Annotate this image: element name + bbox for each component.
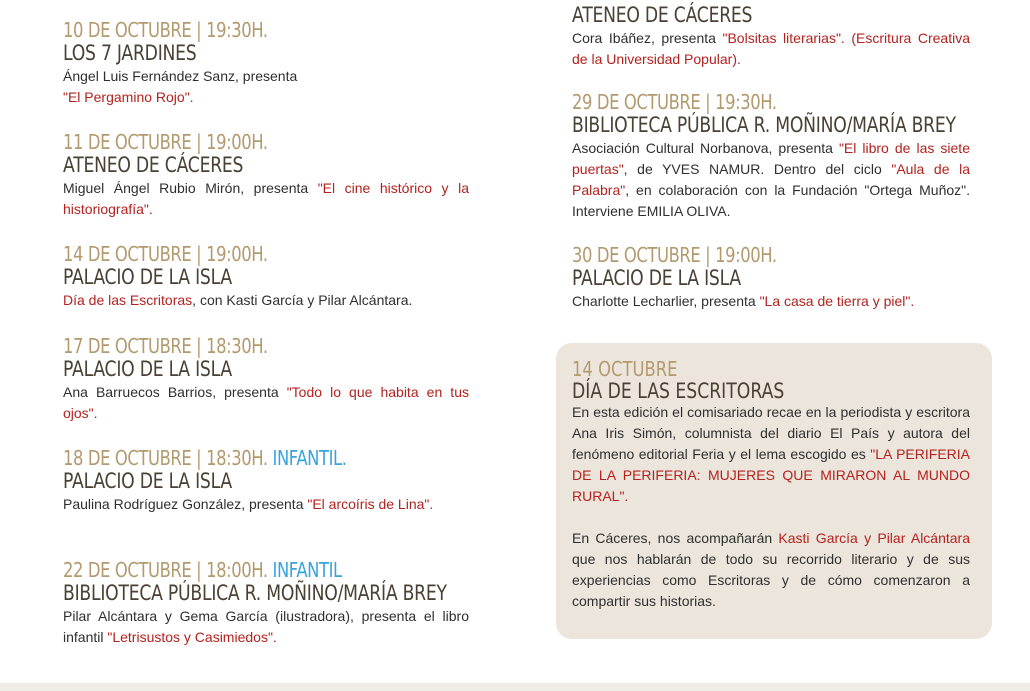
cycle-highlight: "Aula de la Palabra"	[572, 161, 970, 198]
event-date: 11 DE OCTUBRE | 19:00H.	[63, 130, 268, 154]
event-17-octubre	[63, 335, 469, 424]
bottom-strip	[0, 683, 1030, 691]
event-description: Cora Ibáñez, presenta "Bolsitas literarias". (Escritura Creativa de la Universidad Popular).	[572, 30, 970, 67]
event-venue: PALACIO DE LA ISLA	[63, 265, 232, 289]
event-venue: ATENEO DE CÁCERES	[63, 153, 244, 177]
event-venue: BIBLIOTECA PÚBLICA R. MOÑINO/MARÍA BREY	[572, 113, 956, 137]
infantil-tag: INFANTIL.	[272, 446, 347, 470]
event-date: 30 DE OCTUBRE | 19:00H.	[572, 243, 777, 267]
event-30-octubre	[572, 244, 970, 312]
box-paragraph-2: En Cáceres, nos acompañarán Kasti García y Pilar Alcántara que nos hablarán de todo su recorrido literario y de sus experiencias como Escritoras y de cómo comenzaron a compartir sus historias.	[572, 530, 970, 609]
box-date: 14 OCTUBRE	[572, 357, 678, 381]
event-venue: PALACIO DE LA ISLA	[572, 266, 741, 290]
infantil-tag: INFANTIL	[272, 558, 342, 582]
event-10-octubre	[63, 19, 469, 108]
event-title-highlight: "Todo lo que habita en tus ojos".	[63, 384, 469, 421]
event-venue: LOS 7 JARDINES	[63, 41, 197, 65]
event-description: Ana Barruecos Barrios, presenta "Todo lo que habita en tus ojos".	[63, 384, 469, 421]
event-title-highlight: Día de las Escritoras	[63, 292, 193, 308]
event-description: Ángel Luis Fernández Sanz, presenta "El Pergamino Rojo".	[63, 68, 298, 105]
event-title-highlight: "El cine histórico y la historiografía".	[63, 180, 469, 217]
event-title-highlight: "Bolsitas literarias". (Escritura Creativa de la Universidad Popular).	[572, 30, 970, 67]
event-18-octubre	[63, 447, 469, 515]
authors-highlight: Kasti García y Pilar Alcántara	[778, 530, 970, 546]
event-description: Día de las Escritoras, con Kasti García y Pilar Alcántara.	[63, 292, 413, 308]
event-11-octubre	[63, 131, 469, 220]
event-date: 29 DE OCTUBRE | 19:30H.	[572, 90, 777, 114]
event-venue: BIBLIOTECA PÚBLICA R. MOÑINO/MARÍA BREY	[63, 581, 447, 605]
dia-escritoras-box	[556, 343, 992, 639]
event-title-highlight: "El libro de las siete puertas"	[572, 140, 970, 177]
box-paragraph-1: En esta edición el comisariado recae en la periodista y escritora Ana Iris Simón, columnista del diario El País y autora del fenómeno editorial Feria y el lema escogido es "LA PERIFERIA DE LA PERIFERIA: MUJERES QUE MIRARON AL MUNDO RURAL".	[572, 404, 970, 504]
event-description: Pilar Alcántara y Gema García (ilustradora), presenta el libro infantil "Letrisustos y Casimiedos".	[63, 608, 469, 645]
event-ateneo-continued	[572, 3, 970, 70]
event-venue: PALACIO DE LA ISLA	[63, 469, 232, 493]
event-date: 14 DE OCTUBRE | 19:00H.	[63, 242, 268, 266]
event-29-octubre	[572, 91, 970, 222]
event-title-highlight: "El Pergamino Rojo".	[63, 89, 194, 105]
box-content	[572, 358, 970, 612]
event-14-octubre	[63, 243, 469, 311]
lema-highlight: "LA PERIFERIA DE LA PERIFERIA: MUJERES QUE MIRARON AL MUNDO RURAL".	[572, 446, 970, 504]
event-description: Asociación Cultural Norbanova, presenta "El libro de las siete puertas", de YVES NAMUR. Dentro del ciclo "Aula de la Palabra", en colaboración con la Fundación "Ortega Muñoz". Interviene EMILIA OLIVA.	[572, 140, 970, 219]
event-date: 18 DE OCTUBRE | 18:30H. INFANTIL.	[63, 446, 347, 470]
box-title: DÍA DE LAS ESCRITORAS	[572, 379, 785, 403]
event-date: 22 DE OCTUBRE | 18:00H. INFANTIL	[63, 558, 342, 582]
event-description: Charlotte Lecharlier, presenta "La casa de tierra y piel".	[572, 293, 915, 309]
event-venue: ATENEO DE CÁCERES	[572, 3, 753, 27]
event-venue: PALACIO DE LA ISLA	[63, 357, 232, 381]
event-title-highlight: "Letrisustos y Casimiedos".	[107, 629, 277, 645]
event-description: Miguel Ángel Rubio Mirón, presenta "El cine histórico y la historiografía".	[63, 180, 469, 217]
event-title-highlight: "La casa de tierra y piel".	[759, 293, 915, 309]
event-22-octubre	[63, 559, 469, 648]
event-date: 17 DE OCTUBRE | 18:30H.	[63, 334, 268, 358]
event-description: Paulina Rodríguez González, presenta "El arcoíris de Lina".	[63, 496, 434, 512]
event-title-highlight: "El arcoíris de Lina".	[307, 496, 434, 512]
event-date: 10 DE OCTUBRE | 19:30H.	[63, 18, 268, 42]
